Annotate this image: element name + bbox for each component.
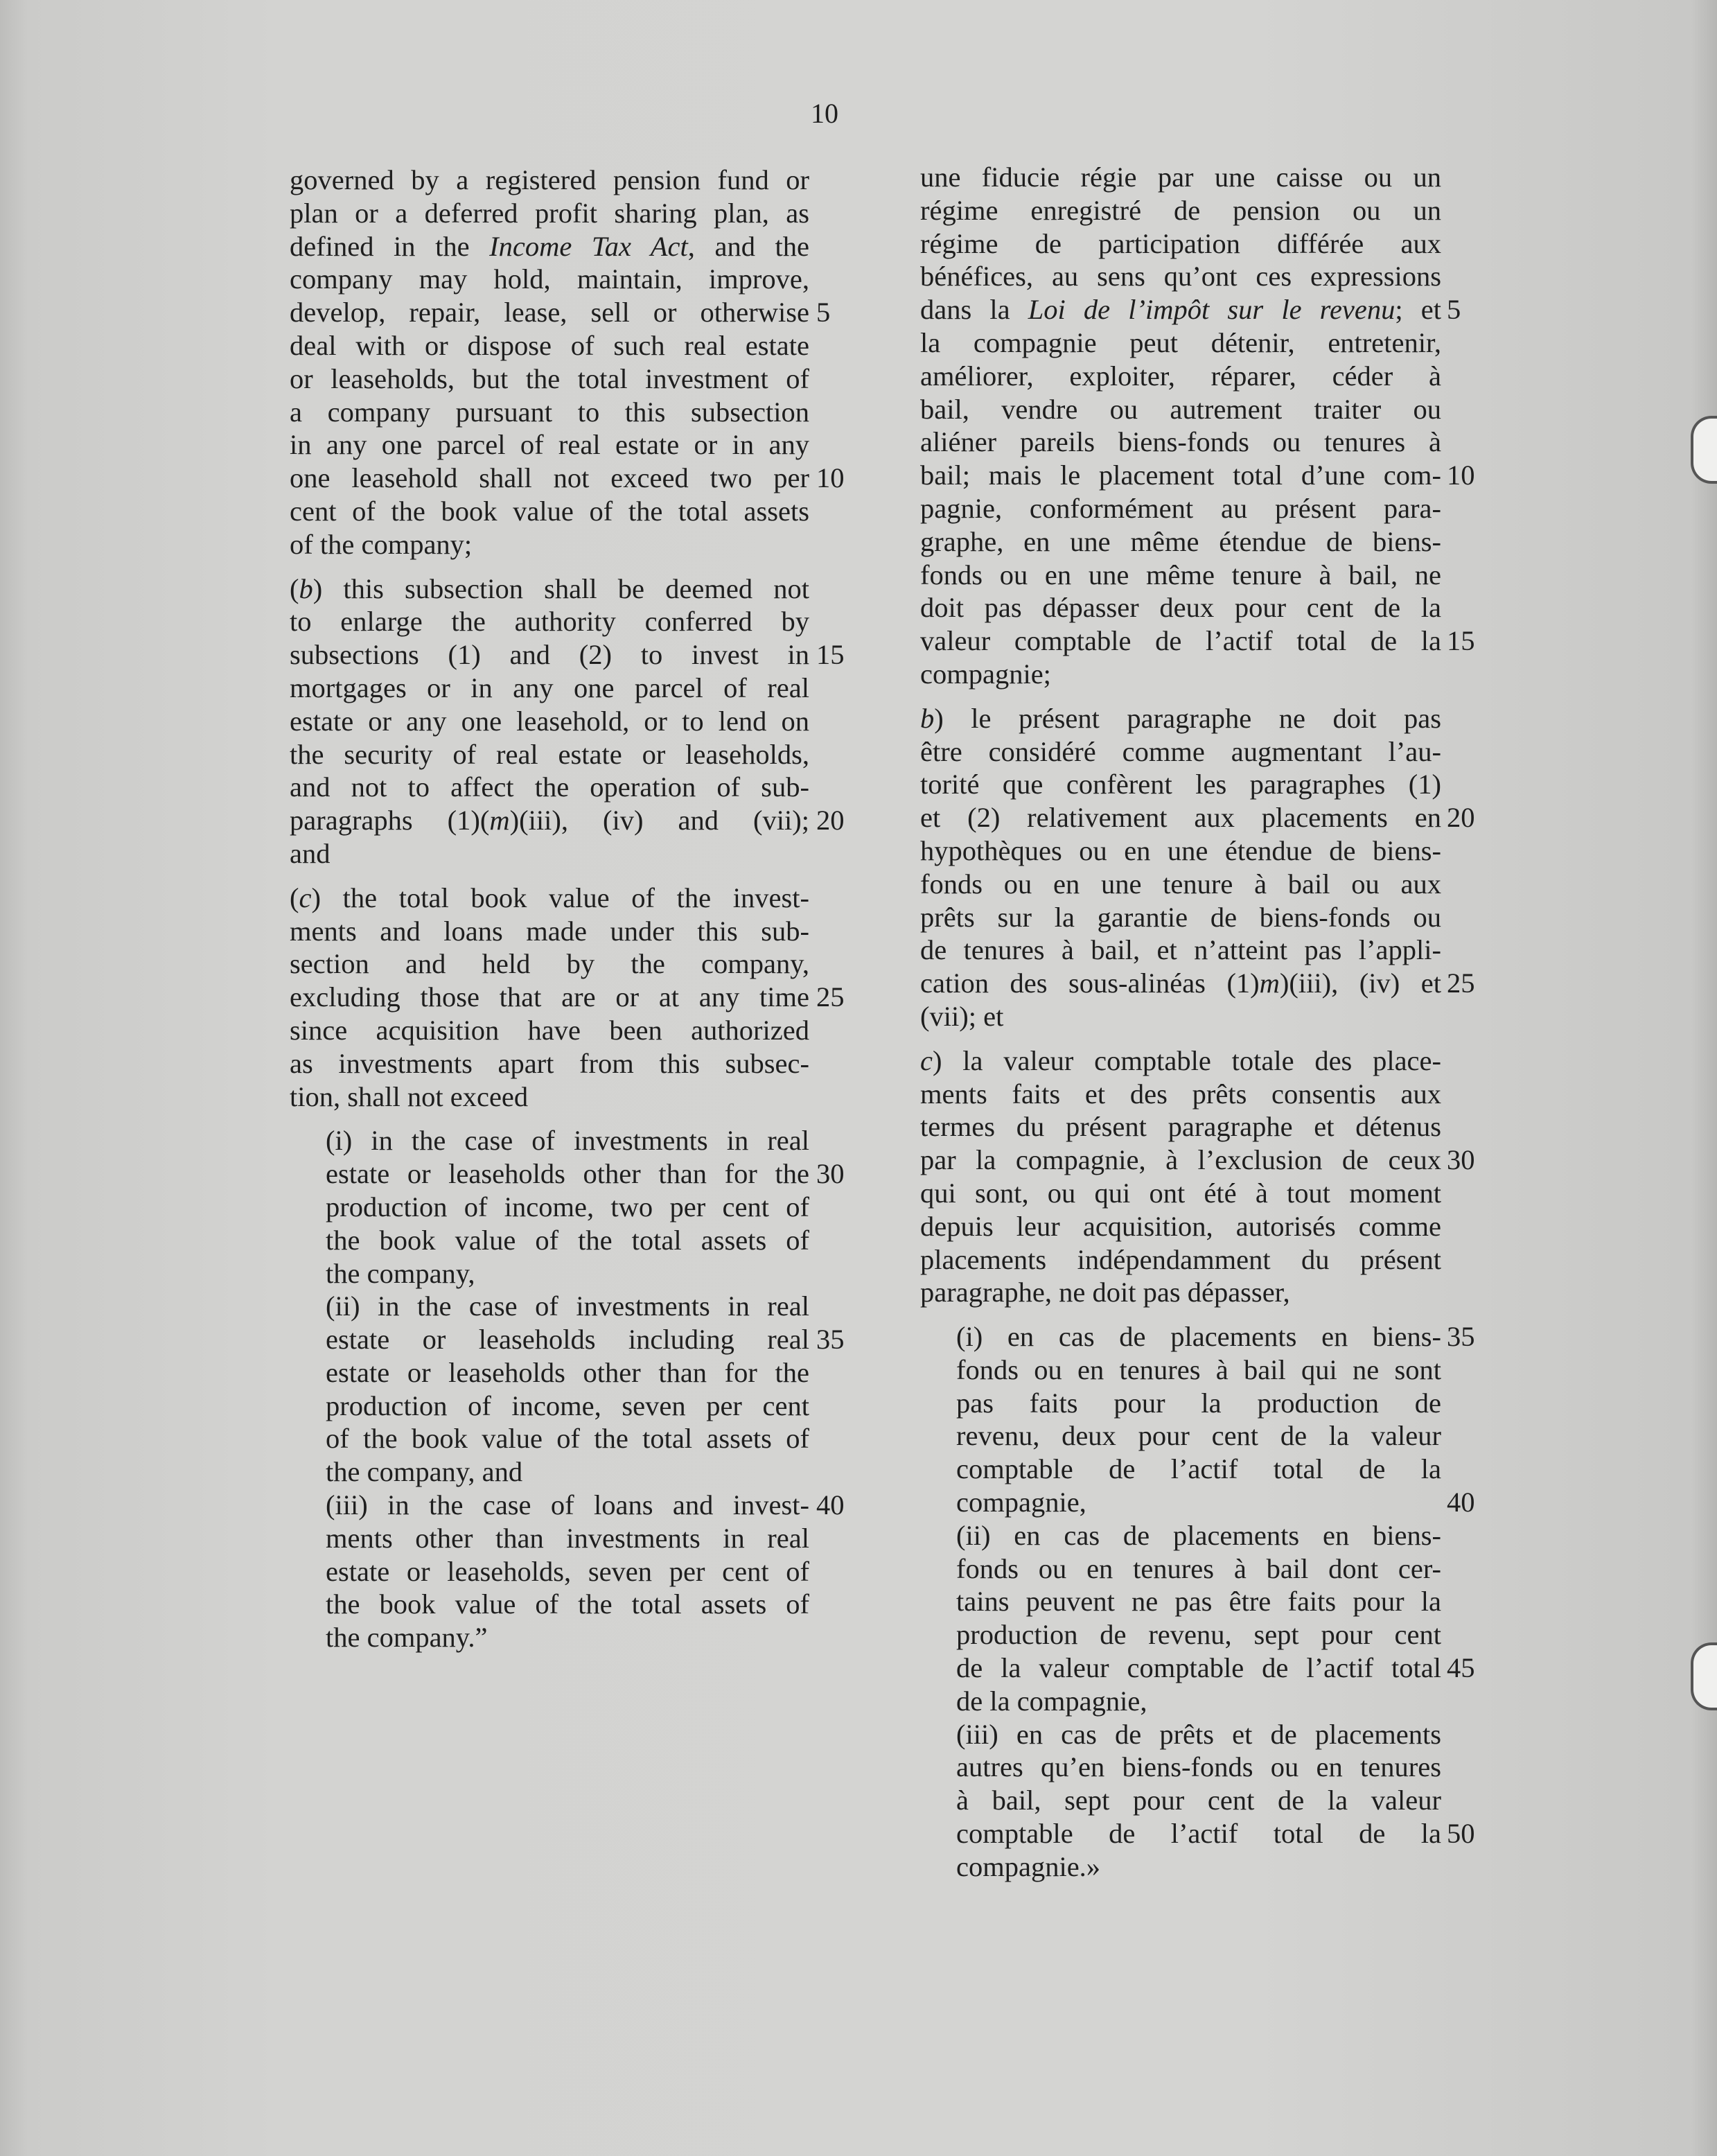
text-line: de la compagnie, bbox=[956, 1685, 1147, 1717]
text-line: bail; mais le placement total d’une com- bbox=[920, 459, 1441, 491]
margin-line-number: 5 bbox=[816, 297, 831, 328]
text-line: b) le présent paragraphe ne doit pas bbox=[920, 702, 1441, 734]
text-line: the company.” bbox=[326, 1622, 488, 1654]
text-line: estate or leaseholds other than for the bbox=[326, 1356, 809, 1388]
text-line: excluding those that are or at any time bbox=[290, 981, 809, 1013]
text-line: comptable de l’actif total de la bbox=[956, 1453, 1441, 1485]
text-line: and bbox=[290, 837, 331, 869]
text-line: qui sont, ou qui ont été à tout moment bbox=[920, 1177, 1441, 1209]
margin-line-number: 20 bbox=[1447, 802, 1475, 834]
text-line: the book value of the total assets of bbox=[326, 1224, 809, 1256]
margin-line-number: 5 bbox=[1447, 294, 1461, 326]
text-line: prêts sur la garantie de biens-fonds ou bbox=[920, 901, 1441, 933]
text-line: autres qu’en biens-fonds ou en tenures bbox=[956, 1751, 1441, 1783]
text-line: paragraphs (1)(m)(iii), (iv) and (vii); bbox=[290, 805, 809, 836]
text-line: c) la valeur comptable totale des place- bbox=[920, 1044, 1441, 1076]
text-line: cation des sous-alinéas (1)m)(iii), (iv) et bbox=[920, 967, 1441, 999]
margin-line-number: 35 bbox=[1447, 1321, 1475, 1353]
text-line: tains peuvent ne pas être faits pour la bbox=[956, 1586, 1441, 1618]
text-line: valeur comptable de l’actif total de la bbox=[920, 625, 1441, 657]
text-line: une fiducie régie par une caisse ou un bbox=[920, 161, 1441, 193]
text-line: a company pursuant to this subsection bbox=[290, 396, 809, 428]
text-line: (i) in the case of investments in real bbox=[326, 1125, 809, 1157]
text-line: fonds ou en une tenure à bail ou aux bbox=[920, 868, 1441, 900]
text-line: bénéfices, au sens qu’ont ces expressions bbox=[920, 261, 1441, 292]
text-line: tion, shall not exceed bbox=[290, 1080, 529, 1112]
text-line: production de revenu, sept pour cent bbox=[956, 1619, 1441, 1651]
text-line: de tenures à bail, et n’atteint pas l’appli- bbox=[920, 934, 1441, 966]
paragraph-gap bbox=[290, 870, 809, 882]
margin-line-number: 40 bbox=[816, 1489, 845, 1521]
french-column bbox=[920, 161, 1441, 1884]
text-line: améliorer, exploiter, réparer, céder à bbox=[920, 360, 1441, 392]
margin-line-number: 30 bbox=[816, 1158, 845, 1190]
text-line: dans la Loi de l’impôt sur le revenu; et bbox=[920, 294, 1441, 326]
text-line: the company, bbox=[326, 1257, 475, 1289]
text-line: revenu, deux pour cent de la valeur bbox=[956, 1420, 1441, 1452]
text-line: and not to affect the operation of sub- bbox=[290, 771, 809, 803]
text-line: régime de participation différée aux bbox=[920, 227, 1441, 259]
text-line: develop, repair, lease, sell or otherwise bbox=[290, 297, 809, 328]
paragraph-gap bbox=[920, 691, 1441, 702]
text-line: être considéré comme augmentant l’au- bbox=[920, 735, 1441, 767]
text-line: (c) the total book value of the invest- bbox=[290, 882, 809, 913]
text-line: ments other than investments in real bbox=[326, 1522, 809, 1554]
text-line: (ii) en cas de placements en biens- bbox=[956, 1519, 1441, 1551]
text-line: production of income, seven per cent bbox=[326, 1390, 809, 1421]
text-line: the security of real estate or leaseholds, bbox=[290, 738, 809, 770]
text-line: section and held by the company, bbox=[290, 948, 809, 980]
text-line: since acquisition have been authorized bbox=[290, 1014, 809, 1046]
text-line: régime enregistré de pension ou un bbox=[920, 194, 1441, 226]
text-line: aliéner pareils biens-fonds ou tenures à bbox=[920, 426, 1441, 458]
text-line: fonds ou en tenures à bail qui ne sont bbox=[956, 1353, 1441, 1385]
text-line: placements indépendamment du présent bbox=[920, 1243, 1441, 1275]
text-line: à bail, sept pour cent de la valeur bbox=[956, 1785, 1441, 1816]
text-line: estate or any one leasehold, or to lend on bbox=[290, 705, 809, 737]
text-line: company may hold, maintain, improve, bbox=[290, 263, 809, 295]
text-line: compagnie; bbox=[920, 658, 1051, 690]
text-line: subsections (1) and (2) to invest in bbox=[290, 639, 809, 671]
text-line: or leaseholds, but the total investment of bbox=[290, 362, 809, 394]
text-line: estate or leaseholds, seven per cent of bbox=[326, 1555, 809, 1587]
margin-line-number: 25 bbox=[816, 981, 845, 1013]
page-number: 10 bbox=[811, 98, 838, 129]
text-line: the company, and bbox=[326, 1456, 523, 1488]
text-line: de la valeur comptable de l’actif total bbox=[956, 1652, 1441, 1684]
binder-tab-top bbox=[1691, 416, 1717, 484]
paragraph-gap bbox=[290, 1113, 809, 1124]
text-line: graphe, en une même étendue de biens- bbox=[920, 525, 1441, 557]
text-line: mortgages or in any one parcel of real bbox=[290, 672, 809, 703]
text-line: fonds ou en tenures à bail dont cer- bbox=[956, 1552, 1441, 1584]
paragraph-gap bbox=[920, 1033, 1441, 1044]
text-line: par la compagnie, à l’exclusion de ceux bbox=[920, 1144, 1441, 1176]
text-line: to enlarge the authority conferred by bbox=[290, 606, 809, 638]
text-line: hypothèques ou en une étendue de biens- bbox=[920, 834, 1441, 866]
text-line: compagnie, bbox=[956, 1487, 1086, 1518]
text-line: depuis leur acquisition, autorisés comme bbox=[920, 1210, 1441, 1242]
text-line: ments faits et des prêts consentis aux bbox=[920, 1078, 1441, 1110]
text-line: deal with or dispose of such real estate bbox=[290, 329, 809, 361]
margin-line-number: 50 bbox=[1447, 1818, 1475, 1850]
margin-line-number: 15 bbox=[1447, 625, 1475, 657]
text-line: comptable de l’actif total de la bbox=[956, 1818, 1441, 1850]
text-line: compagnie.» bbox=[956, 1850, 1101, 1882]
text-line: pas faits pour la production de bbox=[956, 1387, 1441, 1419]
margin-line-number: 25 bbox=[1447, 967, 1475, 999]
paragraph-gap bbox=[290, 561, 809, 572]
text-line: doit pas dépasser deux pour cent de la bbox=[920, 592, 1441, 624]
text-line: (iii) in the case of loans and invest- bbox=[326, 1489, 809, 1521]
text-line: production of income, two per cent of bbox=[326, 1191, 809, 1222]
english-column bbox=[290, 164, 809, 1654]
text-line: of the company; bbox=[290, 528, 473, 560]
text-line: (i) en cas de placements en biens- bbox=[956, 1321, 1441, 1353]
paragraph-gap bbox=[920, 1309, 1441, 1320]
text-line: as investments apart from this subsec- bbox=[290, 1047, 809, 1079]
margin-line-number: 20 bbox=[816, 805, 845, 836]
margin-line-number: 10 bbox=[816, 462, 845, 494]
text-line: the book value of the total assets of bbox=[326, 1588, 809, 1620]
text-line: paragraphe, ne doit pas dépasser, bbox=[920, 1277, 1290, 1308]
text-line: termes du présent paragraphe et détenus bbox=[920, 1111, 1441, 1143]
binder-tab-bottom bbox=[1691, 1642, 1717, 1710]
margin-line-number: 40 bbox=[1447, 1487, 1475, 1518]
text-line: (ii) in the case of investments in real bbox=[326, 1290, 809, 1322]
text-line: la compagnie peut détenir, entretenir, bbox=[920, 326, 1441, 358]
text-line: estate or leaseholds including real bbox=[326, 1324, 809, 1356]
text-line: (vii); et bbox=[920, 1000, 1004, 1032]
margin-line-number: 30 bbox=[1447, 1144, 1475, 1176]
text-line: plan or a deferred profit sharing plan, as bbox=[290, 197, 809, 229]
text-line: governed by a registered pension fund or bbox=[290, 164, 809, 195]
text-line: estate or leaseholds other than for the bbox=[326, 1158, 809, 1190]
text-line: ments and loans made under this sub- bbox=[290, 915, 809, 947]
text-line: one leasehold shall not exceed two per bbox=[290, 462, 809, 494]
text-line: fonds ou en une même tenure à bail, ne bbox=[920, 559, 1441, 590]
margin-line-number: 45 bbox=[1447, 1652, 1475, 1684]
margin-line-number: 15 bbox=[816, 639, 845, 671]
text-line: et (2) relativement aux placements en bbox=[920, 802, 1441, 834]
text-line: of the book value of the total assets of bbox=[326, 1423, 809, 1455]
text-line: pagnie, conformément au présent para- bbox=[920, 492, 1441, 524]
text-line: defined in the Income Tax Act, and the bbox=[290, 230, 809, 262]
text-line: bail, vendre ou autrement traiter ou bbox=[920, 393, 1441, 425]
text-line: (b) this subsection shall be deemed not bbox=[290, 572, 809, 604]
text-line: (iii) en cas de prêts et de placements bbox=[956, 1718, 1441, 1750]
text-line: cent of the book value of the total assets bbox=[290, 495, 809, 527]
text-line: torité que confèrent les paragraphes (1) bbox=[920, 769, 1441, 800]
margin-line-number: 35 bbox=[816, 1324, 845, 1356]
margin-line-number: 10 bbox=[1447, 459, 1475, 491]
text-line: in any one parcel of real estate or in any bbox=[290, 429, 809, 461]
